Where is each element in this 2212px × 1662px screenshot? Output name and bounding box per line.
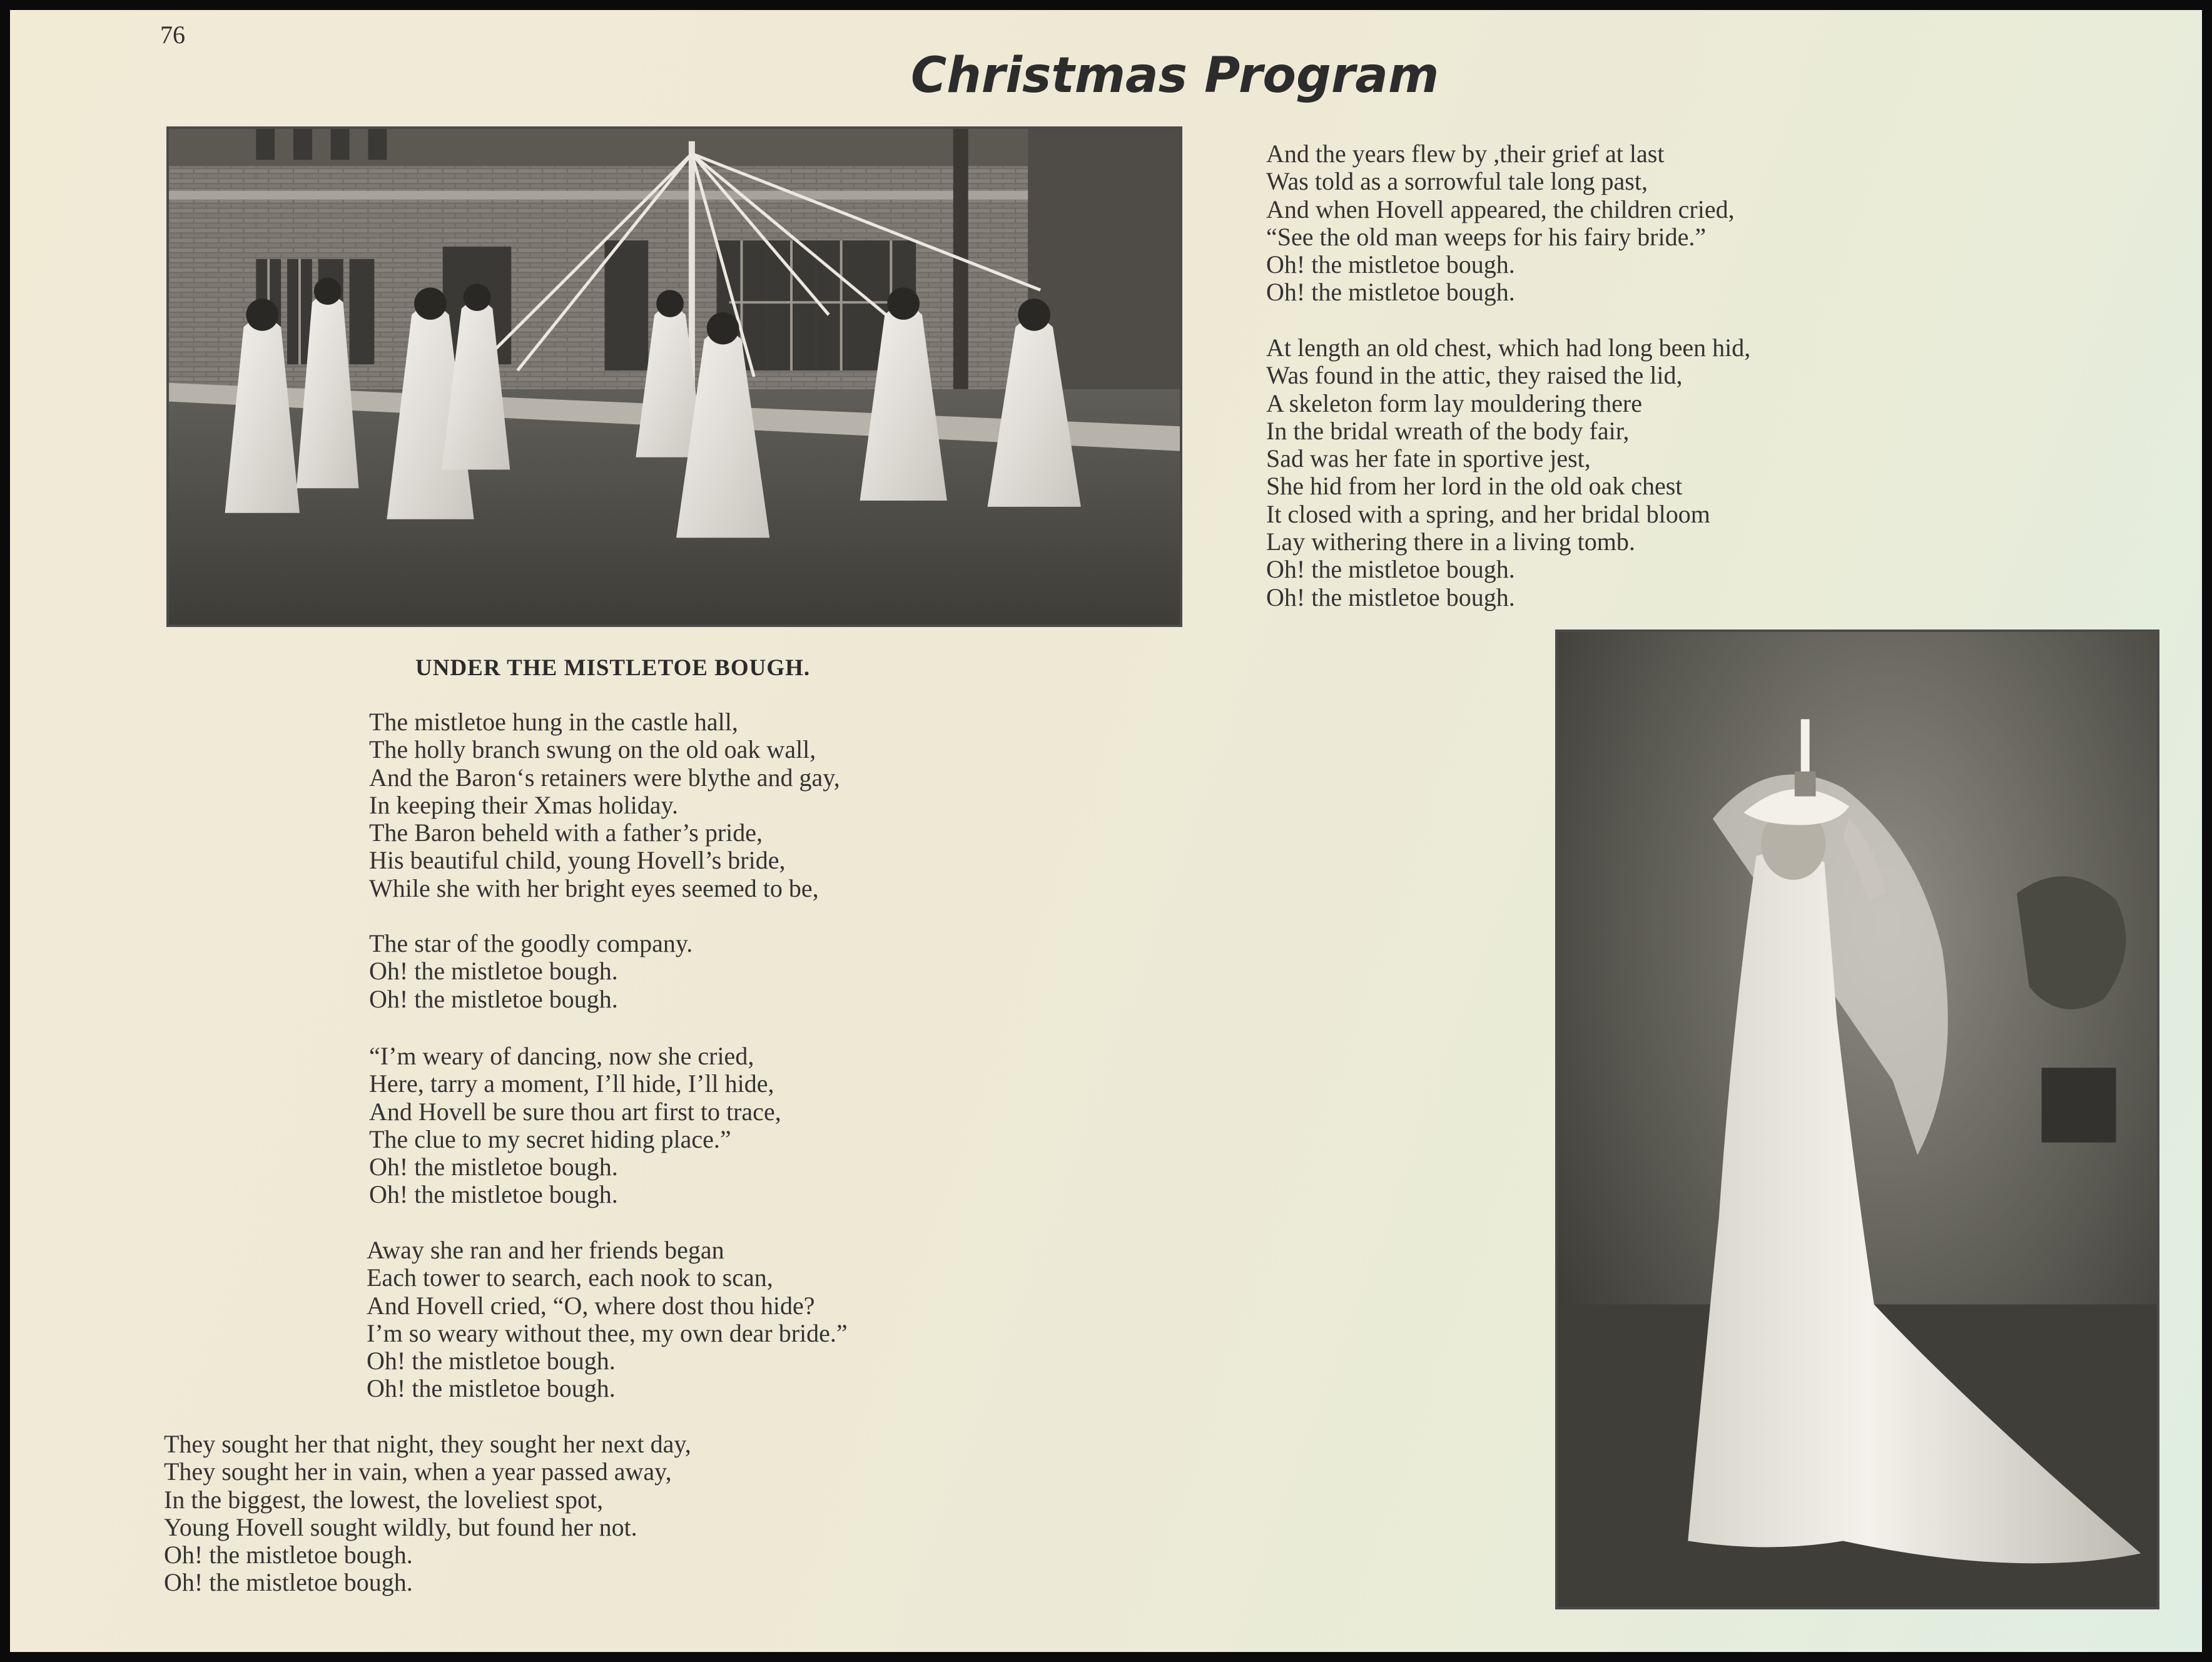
poem-line: Oh! the mistletoe bough. — [369, 984, 618, 1013]
poem-line: I’m so weary without thee, my own dear bride.” — [367, 1318, 848, 1347]
poem-stanza-2 — [369, 930, 693, 1013]
poem-line: And when Hovell appeared, the children cried, — [1266, 195, 1735, 223]
page-title: Christmas Program — [911, 48, 1439, 104]
poem-line: Oh! the mistletoe bough. — [1266, 250, 1515, 279]
poem-line: A skeleton form lay mouldering there — [1266, 389, 1642, 417]
page-number: 76 — [160, 21, 185, 49]
poem-line: Young Hovell sought wildly, but found her not. — [164, 1512, 637, 1541]
poem-line: It closed with a spring, and her bridal bloom — [1266, 499, 1710, 528]
poem-line: They sought her that night, they sought her next day, — [164, 1430, 691, 1458]
poem-line: They sought her in vain, when a year passed away, — [164, 1457, 672, 1486]
poem-stanza-3 — [369, 1043, 781, 1209]
poem-line: His beautiful child, young Hovell’s bride, — [369, 846, 786, 875]
scanned-page — [10, 10, 2202, 1652]
poem-line: The holly branch swung on the old oak wall, — [369, 735, 816, 764]
poem-line: Oh! the mistletoe bough. — [1266, 583, 1515, 611]
poem-line: And Hovell be sure thou art first to trace, — [369, 1097, 781, 1126]
poem-line: Oh! the mistletoe bough. — [369, 1153, 618, 1181]
poem-stanza-7 — [1266, 334, 1750, 611]
poem-line: Oh! the mistletoe bough. — [367, 1347, 616, 1375]
poem-line: Oh! the mistletoe bough. — [369, 957, 618, 986]
poem-line: While she with her bright eyes seemed to be, — [369, 874, 819, 902]
bride-photo — [1555, 630, 2159, 1609]
poem-line: Was told as a sorrowful tale long past, — [1266, 167, 1648, 196]
poem-line: Lay withering there in a living tomb. — [1266, 528, 1635, 556]
poem-line: And Hovell cried, “O, where dost thou hide? — [367, 1291, 815, 1320]
poem-line: The star of the goodly company. — [369, 929, 693, 957]
poem-line: Oh! the mistletoe bough. — [1266, 278, 1515, 307]
poem-line: At length an old chest, which had long been hid, — [1266, 334, 1751, 362]
poem-line: Sad was her fate in sportive jest, — [1266, 444, 1591, 473]
poem-line: “I’m weary of dancing, now she cried, — [369, 1042, 754, 1070]
poem-line: And the years flew by ,their grief at last — [1266, 140, 1665, 168]
poem-line: “See the old man weeps for his fairy bride.” — [1266, 222, 1707, 251]
poem-line: Oh! the mistletoe bough. — [164, 1568, 413, 1597]
poem-stanza-5 — [164, 1430, 691, 1597]
maypole-photo — [166, 126, 1182, 627]
poem-line: Each tower to search, each nook to scan, — [367, 1263, 773, 1292]
poem-line: The mistletoe hung in the castle hall, — [369, 708, 738, 736]
poem-line: Oh! the mistletoe bough. — [367, 1374, 616, 1403]
poem-line: In keeping their Xmas holiday. — [369, 790, 678, 819]
poem-line: In the biggest, the lowest, the loveliest spot, — [164, 1485, 604, 1514]
poem-line: And the Baron‘s retainers were blythe and gay, — [369, 763, 840, 792]
poem-stanza-4 — [367, 1236, 848, 1403]
poem-line: Oh! the mistletoe bough. — [1266, 555, 1515, 584]
poem-stanza-1 — [369, 708, 840, 902]
poem-line: Away she ran and her friends began — [367, 1236, 724, 1264]
poem-line: She hid from her lord in the old oak chest — [1266, 472, 1683, 501]
poem-stanza-6 — [1266, 140, 1735, 307]
poem-line: Was found in the attic, they raised the lid, — [1266, 361, 1683, 390]
poem-line: The Baron beheld with a father’s pride, — [369, 818, 763, 847]
poem-title: UNDER THE MISTLETOE BOUGH. — [415, 655, 811, 681]
poem-line: Here, tarry a moment, I’ll hide, I’ll hide, — [369, 1069, 774, 1098]
poem-line: Oh! the mistletoe bough. — [164, 1541, 413, 1569]
poem-line: In the bridal wreath of the body fair, — [1266, 416, 1630, 445]
poem-line: The clue to my secret hiding place.” — [369, 1124, 731, 1153]
poem-line: Oh! the mistletoe bough. — [369, 1180, 618, 1209]
